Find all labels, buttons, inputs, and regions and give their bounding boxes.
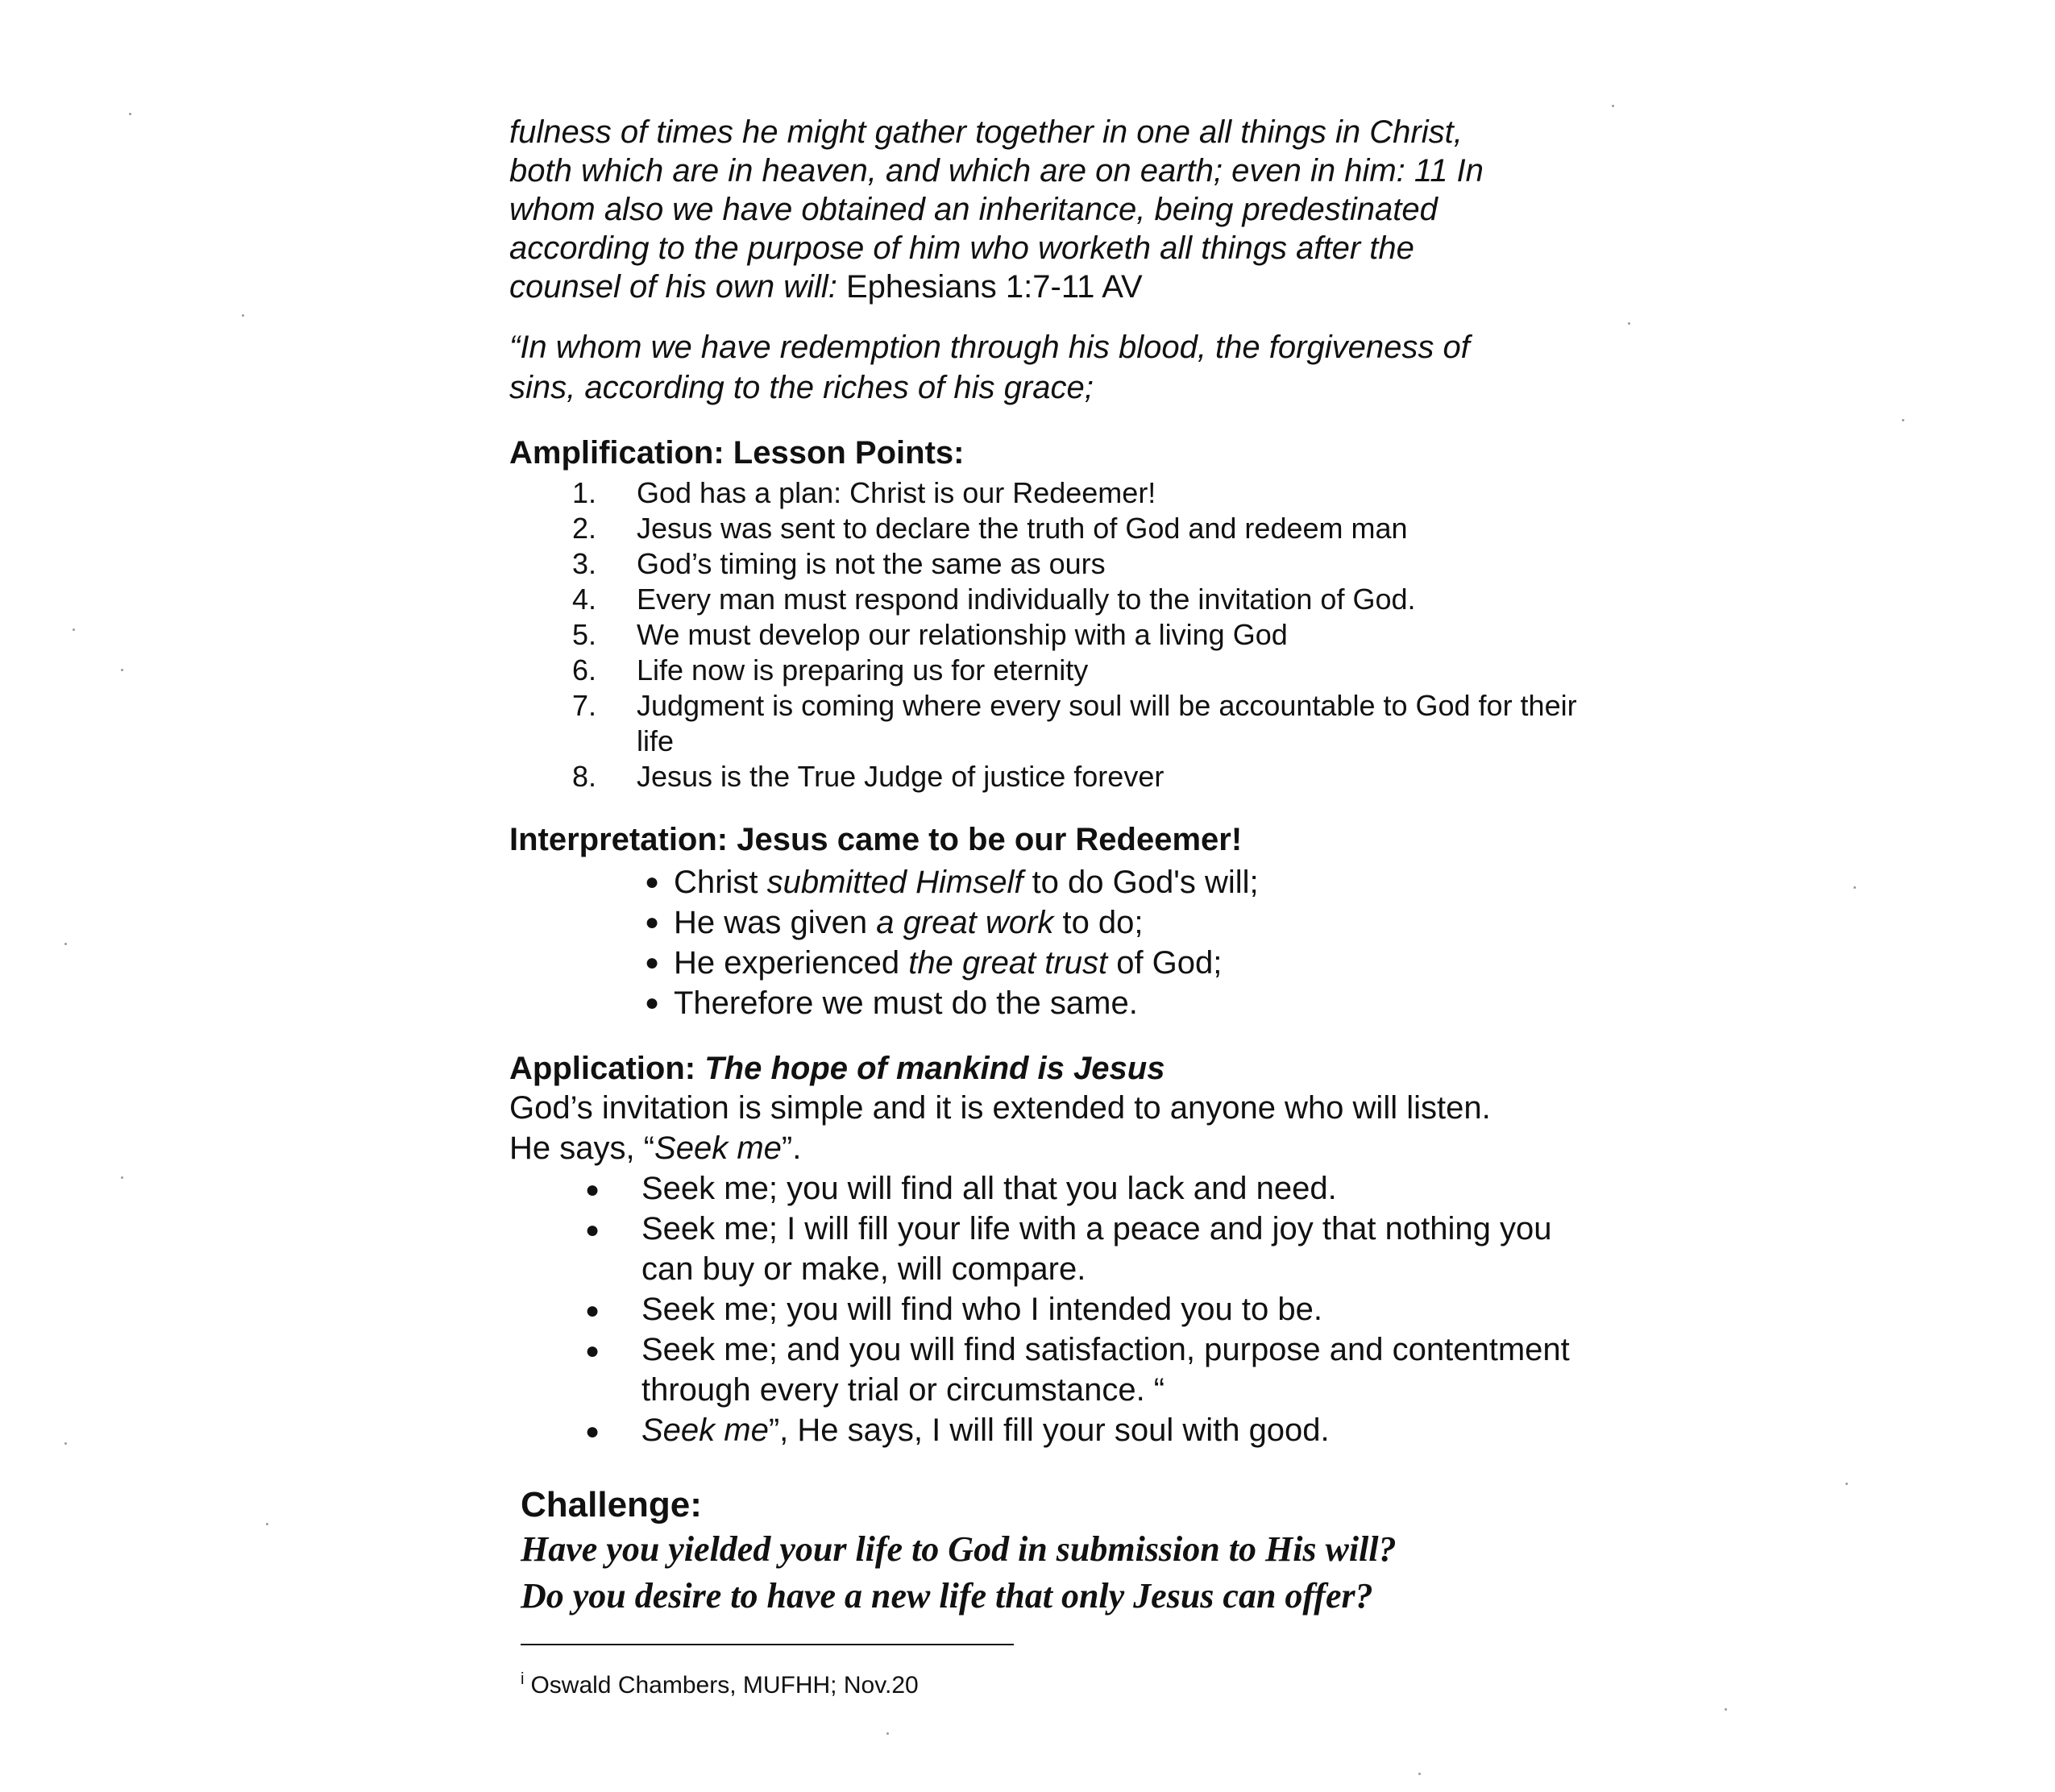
footnote-text: Oswald Chambers, MUFHH; Nov.20 xyxy=(530,1672,919,1699)
application-label: Application: xyxy=(509,1051,696,1086)
item-text: He was given xyxy=(674,905,877,940)
list-item xyxy=(509,902,1589,943)
list-item xyxy=(509,617,1589,653)
bullet-icon: ● xyxy=(585,1176,600,1203)
list-item xyxy=(509,1168,1589,1209)
key-verse-quote xyxy=(509,327,1589,408)
item-emphasis: submitted Himself xyxy=(766,865,1023,900)
list-item xyxy=(509,688,1589,759)
item-emphasis: the great trust xyxy=(908,945,1108,981)
list-item-text: Judgment is coming where every soul will be accountable to God for their life xyxy=(637,689,1577,757)
bullet-icon: ● xyxy=(585,1297,600,1324)
footnote xyxy=(521,1663,1589,1702)
application-title: The hope of mankind is Jesus xyxy=(704,1051,1165,1086)
list-item-text: Every man must respond individually to the invitation of God. xyxy=(637,583,1416,616)
item-text: Therefore we must do the same. xyxy=(674,985,1138,1021)
lesson-points-list xyxy=(509,475,1589,794)
list-item xyxy=(509,983,1589,1023)
list-number: 2. xyxy=(572,512,597,545)
list-item xyxy=(509,1289,1589,1329)
list-item xyxy=(509,862,1589,902)
list-item-text: God’s timing is not the same as ours xyxy=(637,547,1106,580)
item-text: Seek me; and you will find satisfaction, purpose and contentment through every trial or circumstance. “ xyxy=(641,1332,1570,1408)
list-item-text: Jesus is the True Judge of justice forever xyxy=(637,760,1164,793)
document-body xyxy=(509,113,1589,1702)
list-item xyxy=(509,511,1589,546)
list-item xyxy=(509,1410,1589,1450)
list-item xyxy=(509,759,1589,794)
intro-line-2-start: He says, “ xyxy=(509,1130,655,1166)
interpretation-list xyxy=(509,862,1589,1023)
list-item xyxy=(509,1329,1589,1410)
challenge-question-2: Do you desire to have a new life that only Jesus can offer? xyxy=(521,1576,1373,1616)
bullet-icon: ● xyxy=(585,1338,600,1364)
footnote-marker: i xyxy=(521,1670,525,1688)
list-item-text: We must develop our relationship with a living God xyxy=(637,618,1288,651)
item-text: Christ xyxy=(674,865,767,900)
amplification-heading: Amplification: Lesson Points: xyxy=(509,435,965,471)
verse-line-5: counsel of his own will: xyxy=(509,269,837,305)
interpretation-heading: Interpretation: Jesus came to be our Redeemer! xyxy=(509,822,1243,857)
list-number: 1. xyxy=(572,476,597,509)
list-number: 4. xyxy=(572,583,597,616)
scripture-passage xyxy=(509,113,1589,306)
bullet-icon: ● xyxy=(645,869,660,895)
list-item xyxy=(509,475,1589,511)
application-heading xyxy=(509,1049,1589,1088)
bullet-icon: ● xyxy=(645,989,660,1016)
quote-line-1: “In whom we have redemption through his blood, the forgiveness of xyxy=(509,330,1470,365)
challenge-question-1: Have you yielded your life to God in submission to His will? xyxy=(521,1529,1397,1569)
intro-line-1: God’s invitation is simple and it is extended to anyone who will listen. xyxy=(509,1090,1491,1126)
intro-line-2-emphasis: Seek me xyxy=(654,1130,782,1166)
item-text-end: to do; xyxy=(1053,905,1144,940)
item-text: Seek me; I will fill your life with a peace and joy that nothing you can buy or make, will compare. xyxy=(641,1211,1552,1287)
footnote-divider xyxy=(521,1644,1014,1645)
list-number: 5. xyxy=(572,618,597,651)
list-item xyxy=(509,546,1589,582)
application-intro xyxy=(509,1088,1589,1168)
list-item xyxy=(509,582,1589,617)
verse-line-1: fulness of times he might gather together in one all things in Christ, xyxy=(509,114,1463,150)
quote-line-2: sins, according to the riches of his grace; xyxy=(509,370,1094,405)
verse-line-2: both which are in heaven, and which are on earth; even in him: 11 In xyxy=(509,153,1484,189)
bullet-icon: ● xyxy=(645,949,660,976)
list-number: 8. xyxy=(572,760,597,793)
seek-me-list xyxy=(509,1168,1589,1450)
list-item xyxy=(509,1209,1589,1289)
list-number: 6. xyxy=(572,653,597,687)
verse-line-4: according to the purpose of him who worketh all things after the xyxy=(509,230,1414,266)
bullet-icon: ● xyxy=(585,1217,600,1243)
bullet-icon: ● xyxy=(585,1418,600,1445)
list-item xyxy=(509,653,1589,688)
list-item-text: Jesus was sent to declare the truth of God and redeem man xyxy=(637,512,1408,545)
list-item xyxy=(509,943,1589,983)
item-text-end: to do God's will; xyxy=(1023,865,1259,900)
intro-line-2-end: ”. xyxy=(781,1130,802,1166)
item-text: He experienced xyxy=(674,945,909,981)
item-text-end: of God; xyxy=(1107,945,1223,981)
list-item-text: God has a plan: Christ is our Redeemer! xyxy=(637,476,1156,509)
verse-line-3: whom also we have obtained an inheritance, being predestinated xyxy=(509,192,1438,227)
item-text: ”, He says, I will fill your soul with good. xyxy=(768,1412,1330,1448)
item-text: Seek me; you will find all that you lack and need. xyxy=(641,1171,1337,1206)
challenge-heading: Challenge: xyxy=(521,1485,702,1524)
scripture-reference: Ephesians 1:7-11 AV xyxy=(845,269,1143,305)
list-number: 7. xyxy=(572,689,597,722)
item-emphasis: a great work xyxy=(876,905,1054,940)
bullet-icon: ● xyxy=(645,909,660,935)
item-text: Seek me; you will find who I intended you to be. xyxy=(641,1292,1322,1327)
list-item-text: Life now is preparing us for eternity xyxy=(637,653,1089,687)
list-number: 3. xyxy=(572,547,597,580)
item-emphasis: Seek me xyxy=(641,1412,769,1448)
